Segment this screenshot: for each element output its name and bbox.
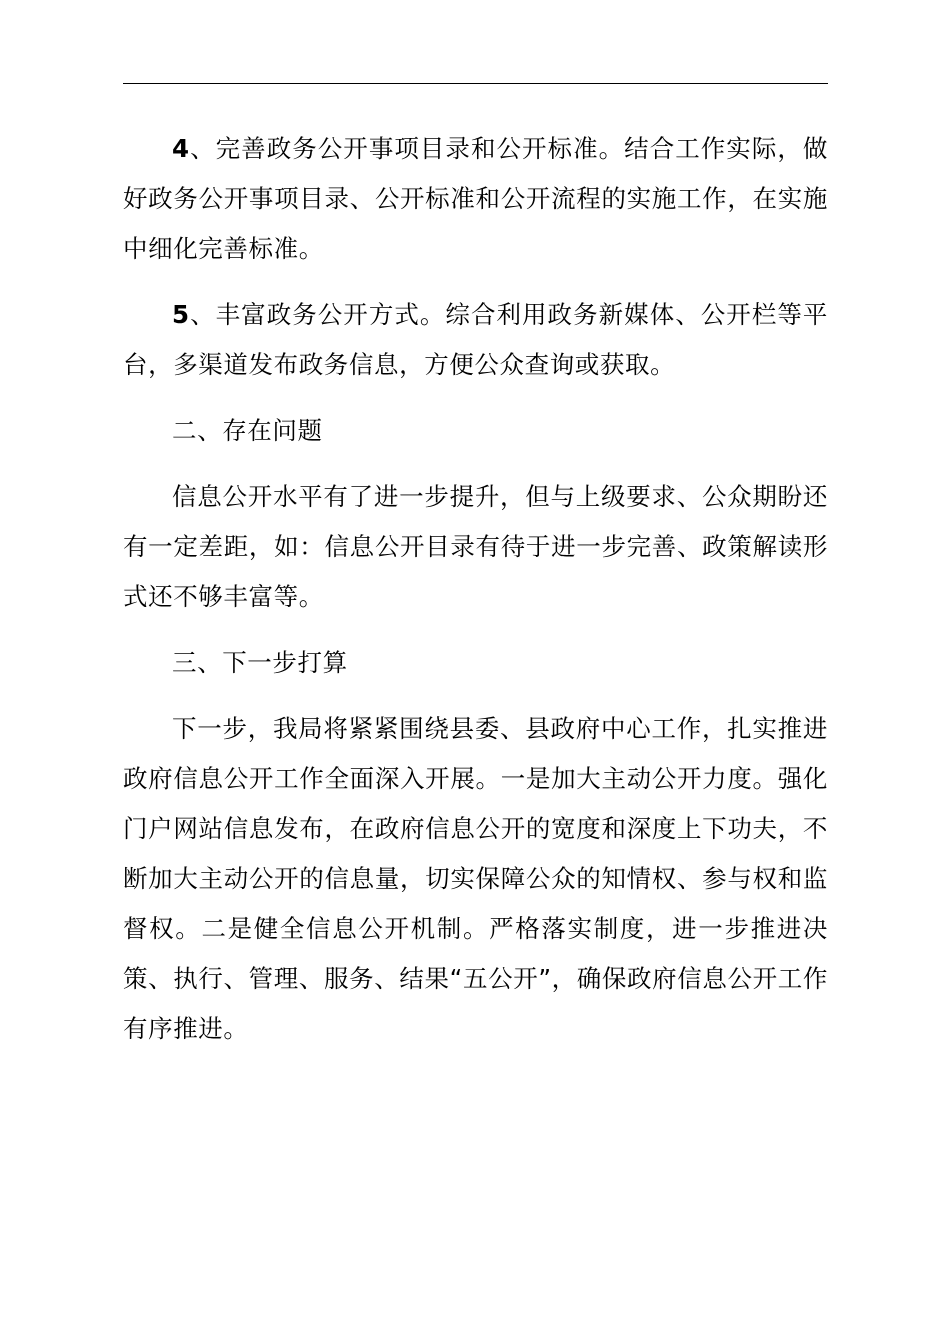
- section-heading-problems: [123, 406, 828, 456]
- paragraph-text: 下一步，我局将紧紧围绕县委、县政府中心工作，扎实推进政府信息公开工作全面深入开展。一是加大主动公开力度。强化门户网站信息发布，在政府信息公开的宽度和深度上下功夫，不断加大主动公开的信息量，切实保障公众的知情权、参与权和监督权。二是健全信息公开机制。严格落实制度，进一步推进决策、执行、管理、服务、结果“五公开”，确保政府信息公开工作有序推进。: [123, 714, 828, 1043]
- paragraph-problems: [123, 472, 828, 622]
- paragraph-text: 、完善政务公开事项目录和公开标准。结合工作实际，做好政务公开事项目录、公开标准和公开流程的实施工作，在实施中细化完善标准。: [123, 134, 828, 263]
- document-body: [123, 124, 828, 1054]
- paragraph-item-4: [123, 124, 828, 274]
- paragraph-item-5: [123, 290, 828, 390]
- item-number: 4: [172, 134, 190, 163]
- paragraph-text: 信息公开水平有了进一步提升，但与上级要求、公众期盼还有一定差距，如：信息公开目录有待于进一步完善、政策解读形式还不够丰富等。: [123, 482, 828, 611]
- heading-text: 二、存在问题: [172, 416, 323, 445]
- item-number: 5: [172, 300, 190, 329]
- paragraph-next-steps: [123, 704, 828, 1054]
- section-heading-next-steps: [123, 638, 828, 688]
- header-rule: [123, 83, 828, 84]
- paragraph-text: 、丰富政务公开方式。综合利用政务新媒体、公开栏等平台，多渠道发布政务信息，方便公众查询或获取。: [123, 300, 828, 379]
- heading-text: 三、下一步打算: [172, 648, 348, 677]
